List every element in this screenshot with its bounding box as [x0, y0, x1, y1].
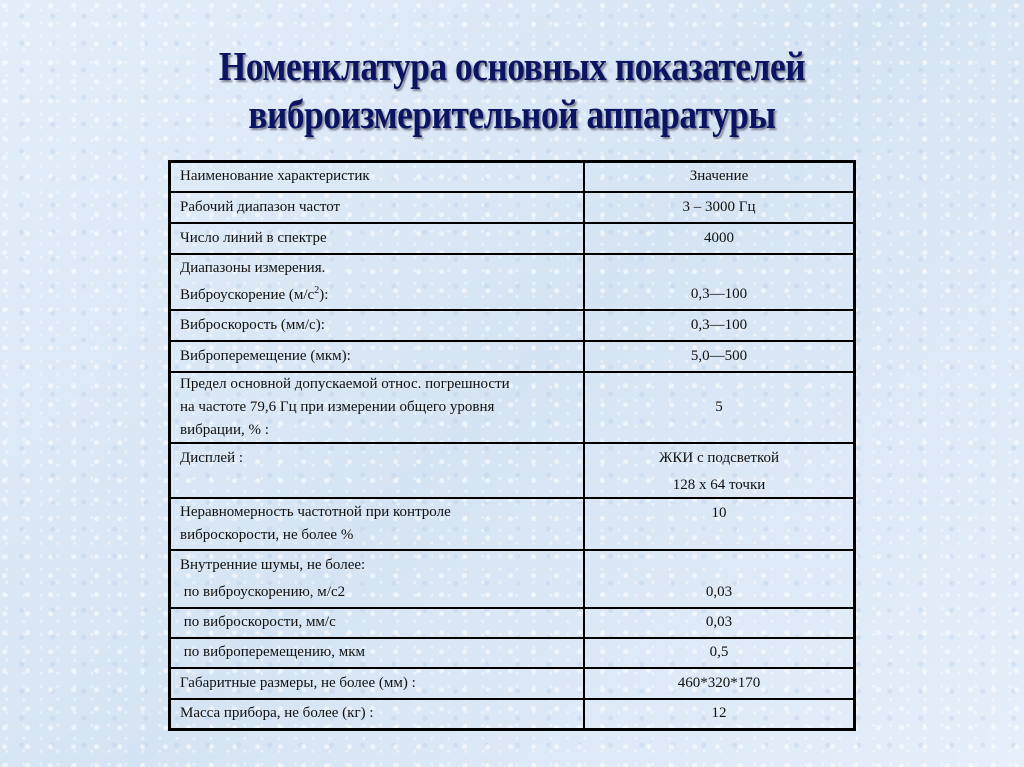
row-name-line: вибрации, % :: [180, 421, 269, 438]
title-line-1: Номенклатура основных показателей: [218, 43, 806, 89]
table-header-row: [170, 162, 855, 192]
table-row: [170, 498, 855, 550]
table-row: [170, 372, 855, 443]
table-row: [170, 550, 855, 608]
title-line-2: виброизмерительной аппаратуры: [248, 91, 776, 137]
row-value-cell: 4000: [584, 223, 855, 254]
row-name-line: на частоте 79,6 Гц при измерении общего уровня: [180, 398, 495, 415]
row-value-cell: 0,3—100: [584, 254, 855, 310]
table-row: [170, 223, 855, 254]
row-value-cell: 3 – 3000 Гц: [584, 192, 855, 223]
table-row: [170, 254, 855, 310]
row-name-line: Предел основной допускаемой относ. погрешности: [180, 375, 510, 392]
superscript: 2: [314, 284, 320, 296]
row-name-cell: [170, 372, 585, 443]
row-name-cell: [170, 254, 585, 310]
row-name-text: Виброускорение (м/с: [180, 286, 315, 303]
row-value-cell: 0,5: [584, 638, 855, 668]
row-value-line: ЖКИ с подсветкой: [658, 449, 780, 466]
row-value-cell: [584, 443, 855, 498]
row-name-line: Неравномерность частотной при контроле: [180, 503, 451, 520]
table-row: [170, 310, 855, 341]
row-name-cell: по виброскорости, мм/с: [170, 608, 585, 638]
row-name-cell: Число линий в спектре: [170, 223, 585, 254]
row-name-cell: [170, 498, 585, 550]
row-name-cell: Дисплей :: [170, 443, 585, 498]
row-name-line: виброскорости, не более %: [180, 526, 354, 543]
row-name-cell: Масса прибора, не более (кг) :: [170, 699, 585, 730]
row-value-cell: 12: [584, 699, 855, 730]
row-value-cell: 10: [584, 498, 855, 550]
row-name-line: по виброускорению, м/с2: [180, 583, 346, 600]
row-name-cell: Виброскорость (мм/с):: [170, 310, 585, 341]
row-value-cell: 0,3—100: [584, 310, 855, 341]
row-name-line: Диапазоны измерения.: [180, 259, 326, 276]
table-row: [170, 341, 855, 372]
row-value-cell: 0,03: [584, 608, 855, 638]
row-value-cell: 5: [584, 372, 855, 443]
row-value-line: 128 х 64 точки: [672, 476, 766, 493]
row-name-line: Внутренние шумы, не более:: [180, 556, 366, 573]
row-name-cell: Рабочий диапазон частот: [170, 192, 585, 223]
table-row: [170, 192, 855, 223]
row-name-cell: Виброперемещение (мкм):: [170, 341, 585, 372]
row-value-cell: 460*320*170: [584, 668, 855, 699]
table-row: [170, 443, 855, 498]
row-name-line: [180, 284, 574, 307]
slide-title: [72, 42, 953, 138]
table-row: [170, 668, 855, 699]
row-name-text: ):: [319, 286, 329, 303]
header-name-cell: Наименование характеристик: [170, 162, 585, 192]
header-value-cell: Значение: [584, 162, 855, 192]
row-name-cell: [170, 550, 585, 608]
row-name-cell: по виброперемещению, мкм: [170, 638, 585, 668]
row-value-cell: 5,0—500: [584, 341, 855, 372]
row-name-cell: Габаритные размеры, не более (мм) :: [170, 668, 585, 699]
table-row: [170, 699, 855, 730]
specifications-table: [168, 160, 856, 731]
row-value-cell: 0,03: [584, 550, 855, 608]
table-row: [170, 608, 855, 638]
table-row: [170, 638, 855, 668]
